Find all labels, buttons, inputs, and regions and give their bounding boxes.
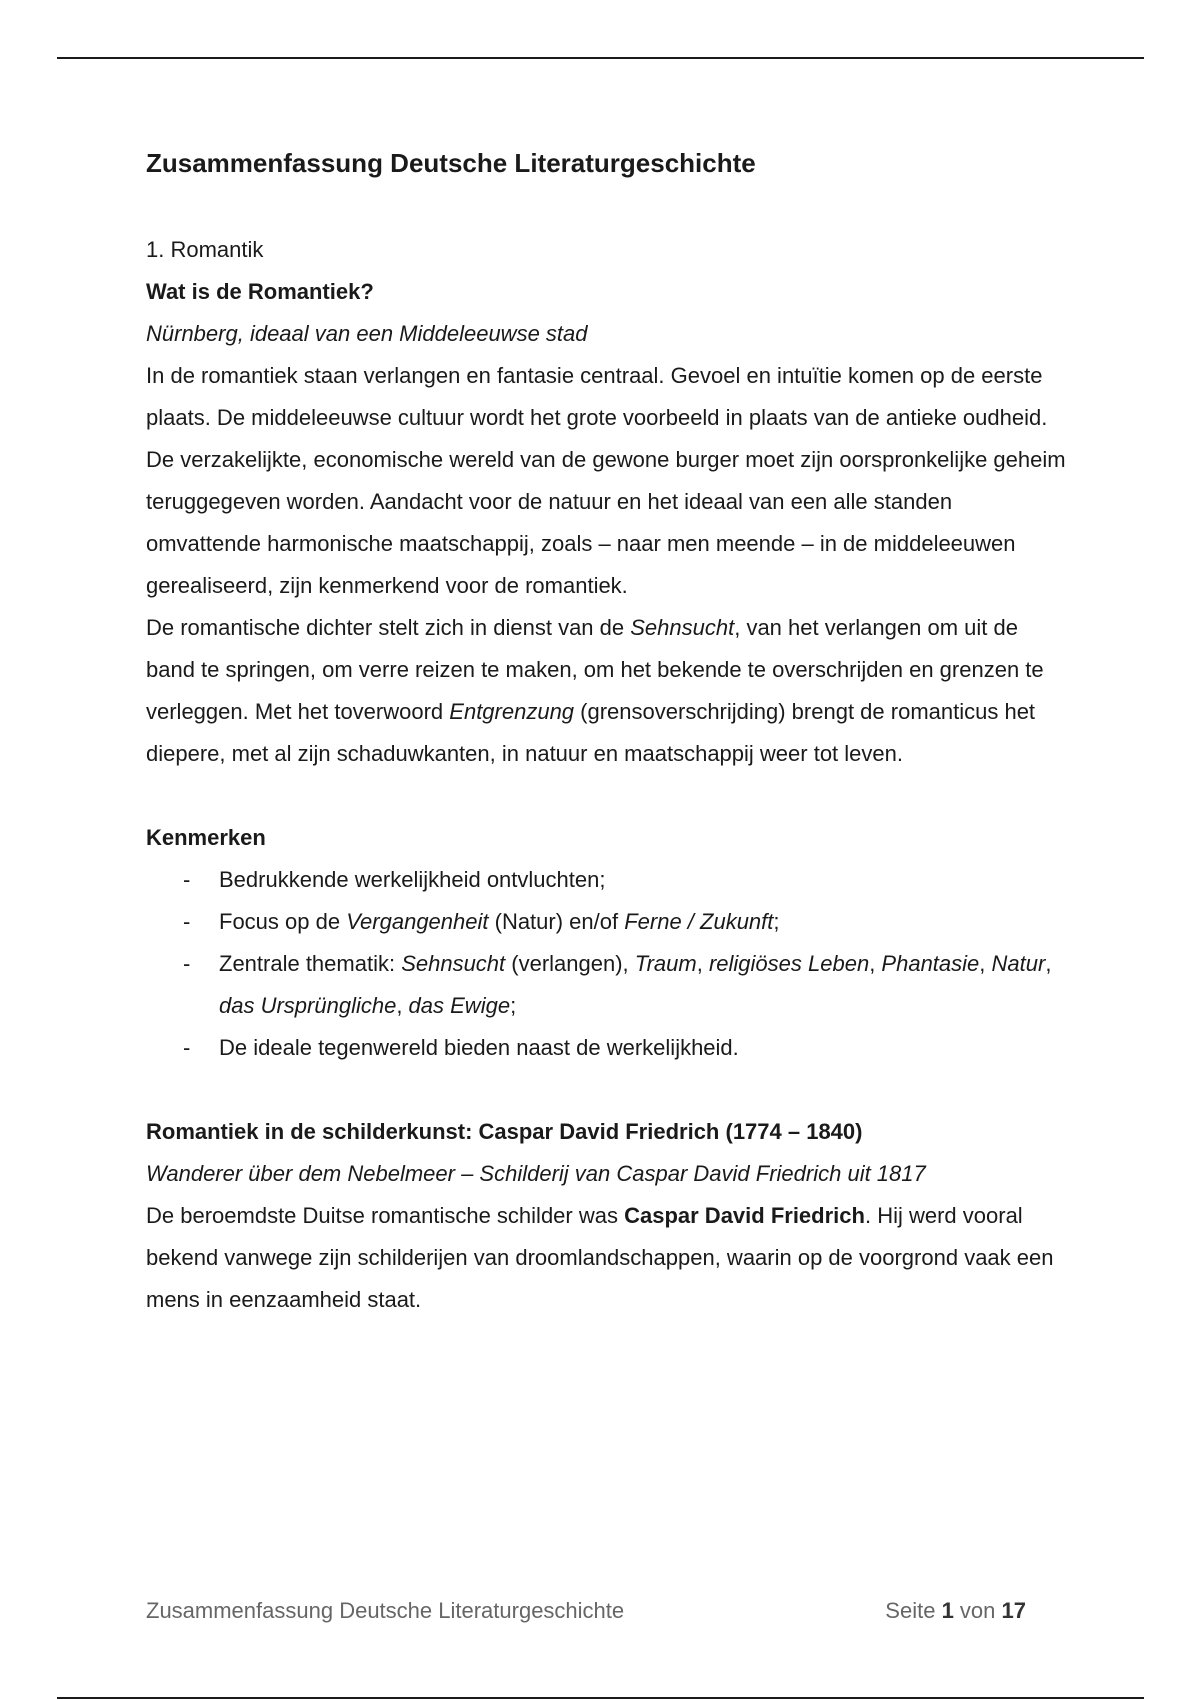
caption-nurnberg: Nürnberg, ideaal van een Middeleeuwse stad xyxy=(146,321,588,346)
kenmerken-list xyxy=(146,859,1066,1069)
total-pages: 17 xyxy=(1001,1598,1026,1623)
term-entgrenzung: Entgrenzung xyxy=(449,699,575,724)
footer-rule xyxy=(57,1697,1144,1699)
paragraph-friedrich: De beroemdste Duitse romantische schilder was Caspar David Friedrich. Hij werd vooral bekend vanwege zijn schilderijen van droomlandschappen, waarin op de voorgrond vaak een mens in eenzaamheid staat. xyxy=(146,1203,1054,1312)
paragraph-intro: In de romantiek staan verlangen en fantasie centraal. Gevoel en intuïtie komen op de eerste plaats. De middeleeuwse cultuur wordt het grote voorbeeld in plaats van de antieke oudheid. De verzakelijkte, economische wereld van de gewone burger moet zijn oorspronkelijke geheim teruggegeven worden. Aandacht voor de natuur en het ideaal van een alle standen omvattende harmonische maatschappij, zoals – naar men meende – in de middeleeuwen gerealiseerd, zijn kenmerkend voor de romantiek. xyxy=(146,363,1066,598)
footer-title: Zusammenfassung Deutsche Literaturgeschichte xyxy=(146,1598,625,1623)
list-item: - Focus op de Vergangenheit (Natur) en/of Ferne / Zukunft; xyxy=(146,901,1066,943)
heading-schilderkunst: Romantiek in de schilderkunst: Caspar David Friedrich (1774 – 1840) xyxy=(146,1119,863,1144)
page-number: Seite 1 von 17 xyxy=(885,1598,1026,1623)
name-friedrich: Caspar David Friedrich xyxy=(624,1203,865,1228)
paragraph-sehnsucht: De romantische dichter stelt zich in dienst van de Sehnsucht, van het verlangen om uit de band te springen, om verre reizen te maken, om het bekende te overschrijden en grenzen te verleggen. Met het toverwoord Entgrenzung (grensoverschrijding) brengt de romanticus het diepere, met al zijn schaduwkanten, in natuur en maatschappij weer tot leven. xyxy=(146,615,1044,766)
list-item: - Zentrale thematik: Sehnsucht (verlangen), Traum, religiöses Leben, Phantasie, Natur, das Ursprüngliche, das Ewige; xyxy=(146,943,1066,1027)
heading-what-is-romantiek: Wat is de Romantiek? xyxy=(146,279,374,304)
bullet-dash: - xyxy=(183,867,191,892)
bullet-dash: - xyxy=(183,909,191,934)
bullet-dash: - xyxy=(183,951,191,976)
current-page: 1 xyxy=(941,1598,954,1623)
section-number: 1. Romantik xyxy=(146,237,264,262)
term-sehnsucht: Sehnsucht xyxy=(630,615,735,640)
caption-wanderer: Wanderer über dem Nebelmeer – Schilderij van Caspar David Friedrich uit 1817 xyxy=(146,1161,926,1186)
list-item: - De ideale tegenwereld bieden naast de werkelijkheid. xyxy=(146,1027,1066,1069)
document-body xyxy=(146,145,1066,1321)
list-item: - Bedrukkende werkelijkheid ontvluchten; xyxy=(146,859,1066,901)
bullet-dash: - xyxy=(183,1035,191,1060)
document-title: Zusammenfassung Deutsche Literaturgeschichte xyxy=(146,148,756,178)
header-rule xyxy=(57,57,1144,59)
heading-kenmerken: Kenmerken xyxy=(146,825,266,850)
